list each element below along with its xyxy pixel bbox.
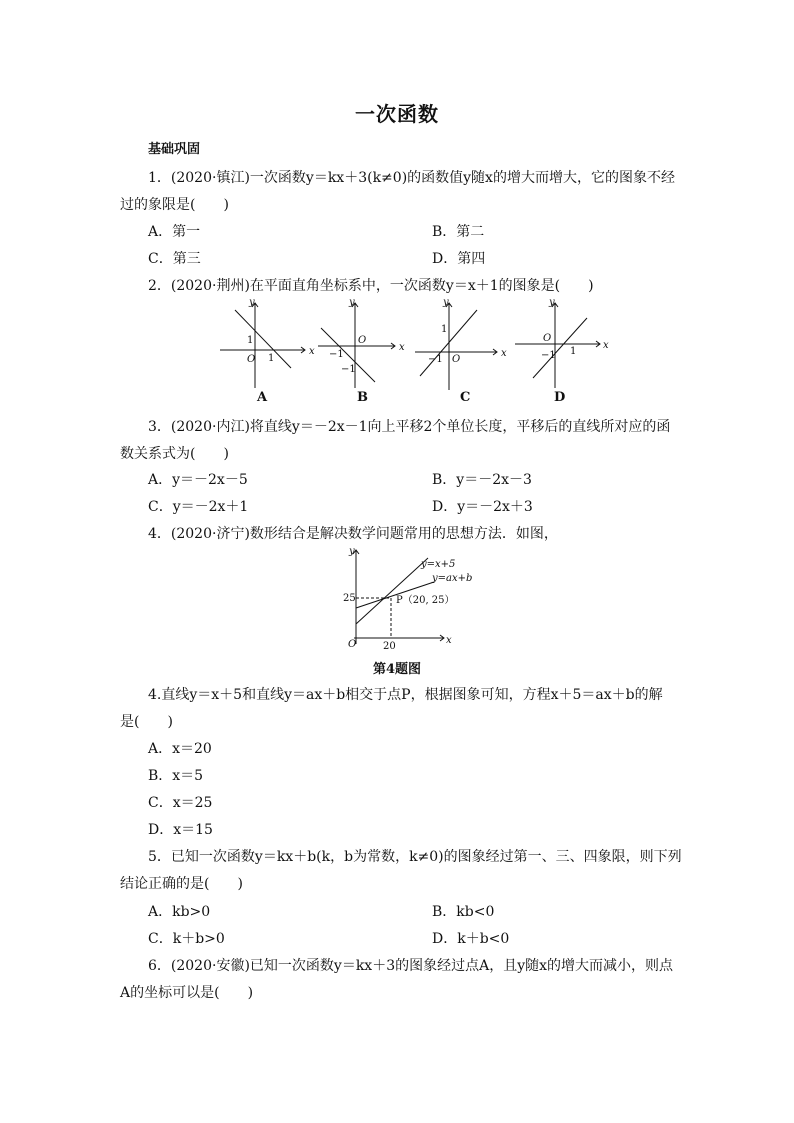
- svg-text:O: O: [452, 354, 461, 365]
- svg-text:y: y: [349, 298, 355, 308]
- q6-line1: 6．(2020·安徽)已知一次函数y＝kx＋3的图象经过点A，且y随x的增大而减小，则点: [148, 958, 674, 974]
- svg-text:y: y: [349, 546, 355, 557]
- q4-line2: 4.直线y＝x＋5和直线y＝ax＋b相交于点P，根据图象可知，方程x＋5＝ax＋b的解: [148, 687, 663, 703]
- q5-option-a: A．kb>0: [148, 904, 211, 920]
- origin: O: [348, 639, 357, 650]
- q2-graphs: [215, 298, 615, 410]
- q5-line2: 结论正确的是( ): [120, 876, 243, 892]
- svg-text:1: 1: [441, 324, 448, 335]
- line-y-x-plus-5: [356, 558, 428, 624]
- graph-b-label: B: [357, 390, 368, 405]
- svg-text:y: y: [549, 298, 555, 308]
- graph-a: [220, 303, 305, 388]
- q4-option-b: B．x＝5: [148, 768, 204, 784]
- q1-option-b: B．第二: [432, 224, 485, 240]
- q5-line1: 5．已知一次函数y＝kx＋b(k，b为常数，k≠0)的图象经过第一、三、四象限，则下列: [148, 849, 682, 865]
- svg-text:−1: −1: [329, 349, 344, 360]
- svg-text:O: O: [247, 354, 256, 365]
- q5-option-c: C．k＋b>0: [148, 931, 225, 947]
- q1-line1: 1．(2020·镇江)一次函数y＝kx＋3(k≠0)的函数值y随x的增大而增大，它的图象不经: [148, 170, 675, 186]
- svg-text:y: y: [443, 298, 449, 308]
- graph-a-label: A: [257, 390, 268, 405]
- q4-option-d: D．x＝15: [148, 822, 213, 838]
- figure-caption: 第4题图: [372, 662, 422, 677]
- q1-line2: 过的象限是( ): [120, 197, 229, 213]
- q6-line2: A的坐标可以是( ): [120, 985, 254, 1001]
- y-tick: 25: [343, 593, 356, 604]
- graph-b: [318, 303, 395, 388]
- q1-option-c: C．第三: [148, 251, 201, 267]
- q3-line1: 3．(2020·内江)将直线y＝－2x－1向上平移2个单位长度，平移后的直线所对应的函: [148, 419, 671, 435]
- q1-option-a: A．第一: [148, 224, 201, 240]
- graph-d-label: D: [554, 390, 566, 405]
- svg-text:−1: −1: [341, 364, 356, 375]
- label-line1: y=x+5: [421, 559, 456, 570]
- graph-d: [515, 303, 600, 388]
- q4-line1: 4．(2020·济宁)数形结合是解决数学问题常用的思想方法．如图，: [148, 526, 558, 542]
- svg-text:x: x: [603, 340, 609, 351]
- q1-option-d: D．第四: [432, 251, 486, 267]
- svg-text:x: x: [446, 635, 452, 646]
- svg-text:x: x: [501, 348, 507, 359]
- q3-option-c: C．y＝－2x＋1: [148, 499, 249, 515]
- x-tick: 20: [383, 641, 396, 652]
- svg-text:−1: −1: [428, 354, 443, 365]
- q3-line2: 数关系式为( ): [120, 446, 229, 462]
- q5-option-b: B．kb<0: [432, 904, 495, 920]
- svg-text:y: y: [249, 298, 255, 308]
- svg-text:1: 1: [570, 346, 577, 357]
- graph-c-label: C: [460, 390, 471, 405]
- label-line2: y=ax+b: [432, 573, 473, 584]
- q4-option-c: C．x＝25: [148, 795, 213, 811]
- section-heading: 基础巩固: [148, 142, 201, 157]
- q5-option-d: D．k＋b<0: [432, 931, 510, 947]
- svg-text:x: x: [309, 346, 315, 357]
- q4-line3: 是( ): [120, 714, 173, 730]
- q3-option-a: A．y＝－2x－5: [148, 472, 248, 488]
- svg-text:x: x: [399, 342, 405, 353]
- q4-option-a: A．x＝20: [148, 741, 212, 757]
- svg-text:1: 1: [268, 353, 275, 364]
- q2-line1: 2．(2020·荆州)在平面直角坐标系中，一次函数y＝x＋1的图象是( ): [148, 278, 594, 294]
- label-point-p: P（20, 25）: [396, 595, 455, 606]
- svg-text:1: 1: [247, 335, 254, 346]
- svg-text:O: O: [358, 335, 367, 346]
- svg-text:O: O: [543, 333, 552, 344]
- svg-text:−1: −1: [541, 350, 556, 361]
- q3-option-d: D．y＝－2x＋3: [432, 499, 533, 515]
- q3-option-b: B．y＝－2x－3: [432, 472, 532, 488]
- q4-figure: [340, 544, 480, 656]
- page-title: 一次函数: [355, 102, 439, 126]
- graph-c: [415, 303, 497, 390]
